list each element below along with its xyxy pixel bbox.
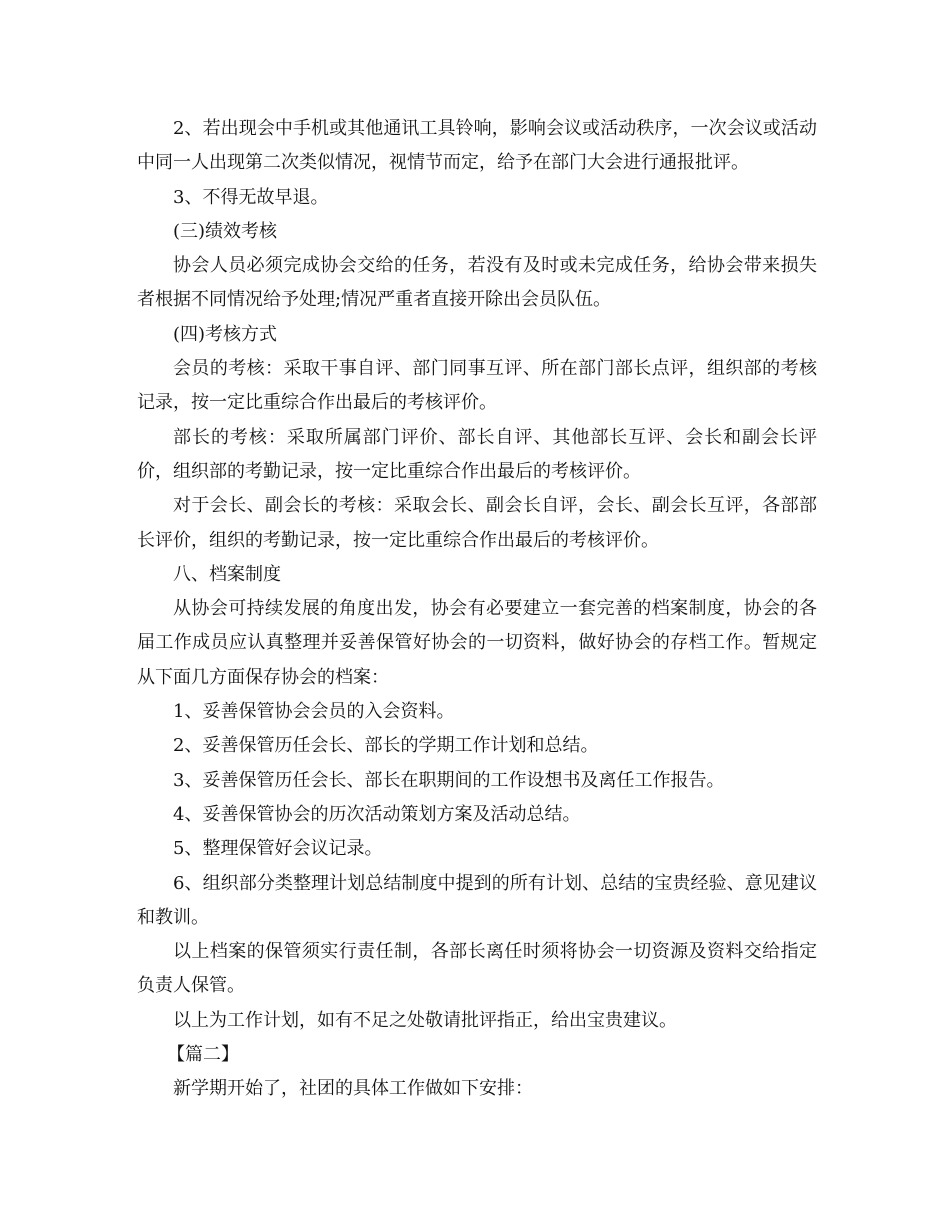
- paragraph-member-review: 会员的考核：采取干事自评、部门同事互评、所在部门部长点评，组织部的考核记录，按一定比重综合作出最后的考核评价。: [137, 358, 817, 414]
- paragraph-rule-3: 3、不得无故早退。: [173, 186, 329, 208]
- paragraph-archive-item-4: 4、妥善保管协会的历次活动策划方案及活动总结。: [173, 803, 581, 825]
- paragraph-archive-item-6: 6、组织部分类整理计划总结制度中提到的所有计划、总结的宝贵经验、意见建议和教训。: [137, 872, 817, 928]
- paragraph-archive-intro: 从协会可持续发展的角度出发，协会有必要建立一套完善的档案制度，协会的各届工作成员应认真整理并妥善保管好协会的一切资料，做好协会的存档工作。暂规定从下面几方面保存协会的档案：: [137, 598, 817, 688]
- heading-review-method: (四)考核方式: [173, 323, 278, 345]
- paragraph-rule-2: 2、若出现会中手机或其他通讯工具铃响，影响会议或活动秩序，一次会议或活动中同一人出现第二次类似情况，视情节而定，给予在部门大会进行通报批评。: [137, 118, 817, 174]
- paragraph-archive-responsibility: 以上档案的保管须实行责任制，各部长离任时须将协会一切资源及资料交给指定负责人保管。: [137, 941, 817, 997]
- paragraph-archive-item-5: 5、整理保管好会议记录。: [173, 838, 383, 860]
- section-title-part-two: 【篇二】: [167, 1044, 239, 1066]
- paragraph-archive-item-3: 3、妥善保管历任会长、部长在职期间的工作设想书及离任工作报告。: [173, 769, 725, 791]
- paragraph-minister-review: 部长的考核：采取所属部门评价、部长自评、其他部长互评、会长和副会长评价，组织部的考勤记录，按一定比重综合作出最后的考核评价。: [137, 426, 817, 482]
- paragraph-archive-item-1: 1、妥善保管协会会员的入会资料。: [173, 701, 455, 723]
- paragraph-president-review: 对于会长、副会长的考核：采取会长、副会长自评，会长、副会长互评，各部部长评价，组织的考勤记录，按一定比重综合作出最后的考核评价。: [137, 495, 817, 551]
- paragraph-part-two-intro: 新学期开始了，社团的具体工作做如下安排：: [173, 1078, 533, 1100]
- heading-performance-review: (三)绩效考核: [173, 220, 278, 242]
- paragraph-closing: 以上为工作计划，如有不足之处敬请批评指正，给出宝贵建议。: [173, 1009, 677, 1031]
- paragraph-performance-review: 协会人员必须完成协会交给的任务，若没有及时或未完成任务，给协会带来损失者根据不同情况给予处理;情况严重者直接开除出会员队伍。: [137, 255, 817, 311]
- paragraph-archive-item-2: 2、妥善保管历任会长、部长的学期工作计划和总结。: [173, 735, 599, 757]
- heading-archive-system: 八、档案制度: [173, 563, 281, 585]
- document-body: [137, 112, 817, 1107]
